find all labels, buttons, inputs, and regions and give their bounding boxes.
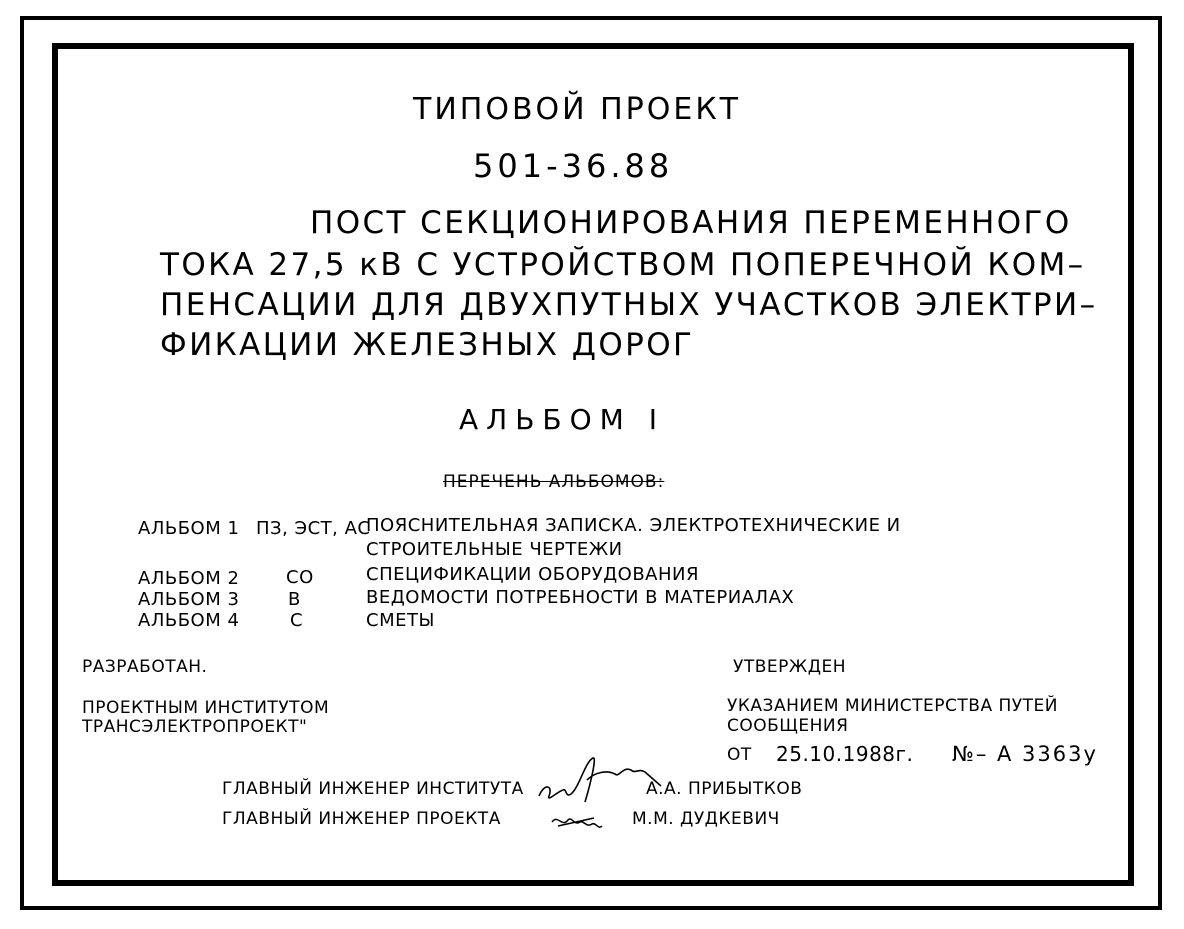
album-title: АЛЬБОМ I (459, 403, 665, 436)
album-3-desc: ВЕДОМОСТИ ПОТРЕБНОСТИ В МАТЕРИАЛАХ (366, 587, 795, 608)
album-2-code: СО (286, 567, 314, 588)
album-4-label: АЛЬБОМ 4 (138, 610, 240, 631)
approved-line-2: СООБЩЕНИЯ (727, 716, 849, 736)
album-2-desc: СПЕЦИФИКАЦИИ ОБОРУДОВАНИЯ (366, 564, 700, 585)
approved-label: УТВЕРЖДЕН (733, 657, 847, 677)
chief-engineer-project-role: ГЛАВНЫЙ ИНЖЕНЕР ПРОЕКТА (222, 809, 501, 829)
album-4-desc: СМЕТЫ (366, 610, 435, 631)
developed-label: РАЗРАБОТАН. (82, 657, 208, 677)
title-line-4: ФИКАЦИИ ЖЕЛЕЗНЫХ ДОРОГ (160, 327, 695, 363)
approved-line-1: УКАЗАНИЕМ МИНИСТЕРСТВА ПУТЕЙ (727, 696, 1058, 716)
chief-engineer-project-name: М.М. ДУДКЕВИЧ (632, 809, 780, 829)
albums-heading: ПЕРЕЧЕНЬ АЛЬБОМОВ: (443, 472, 665, 492)
approved-date-prefix: ОТ (727, 745, 752, 765)
signature-2 (548, 808, 608, 836)
album-2-label: АЛЬБОМ 2 (138, 568, 240, 589)
album-1-label: АЛЬБОМ 1 (138, 518, 240, 539)
project-type: ТИПОВОЙ ПРОЕКТ (413, 92, 741, 127)
album-1-code: ПЗ, ЭСТ, АС (256, 518, 371, 539)
album-3-code: В (288, 589, 301, 610)
title-line-1: ПОСТ СЕКЦИОНИРОВАНИЯ ПЕРЕМЕННОГО (310, 205, 1072, 241)
title-line-2: ТОКА 27,5 кВ С УСТРОЙСТВОМ ПОПЕРЕЧНОЙ КОМ– (160, 247, 1086, 283)
album-3-label: АЛЬБОМ 3 (138, 589, 240, 610)
approved-date: 25.10.1988г. (776, 742, 914, 766)
album-1-desc-2: СТРОИТЕЛЬНЫЕ ЧЕРТЕЖИ (366, 539, 623, 560)
chief-engineer-institute-role: ГЛАВНЫЙ ИНЖЕНЕР ИНСТИТУТА (222, 779, 524, 799)
title-line-3: ПЕНСАЦИИ ДЛЯ ДВУХПУТНЫХ УЧАСТКОВ ЭЛЕКТРИ– (160, 287, 1098, 323)
approved-number: №– А 3363у (952, 742, 1098, 766)
album-1-desc: ПОЯСНИТЕЛЬНАЯ ЗАПИСКА. ЭЛЕКТРОТЕХНИЧЕСКИЕ И (366, 515, 901, 536)
developed-line-2: ТРАНСЭЛЕКТРОПРОЕКТ" (82, 717, 308, 737)
developed-line-1: ПРОЕКТНЫМ ИНСТИТУТОМ (82, 698, 330, 718)
chief-engineer-institute-name: А.А. ПРИБЫТКОВ (646, 779, 803, 799)
project-number: 501-36.88 (473, 147, 674, 185)
album-4-code: С (290, 610, 304, 631)
